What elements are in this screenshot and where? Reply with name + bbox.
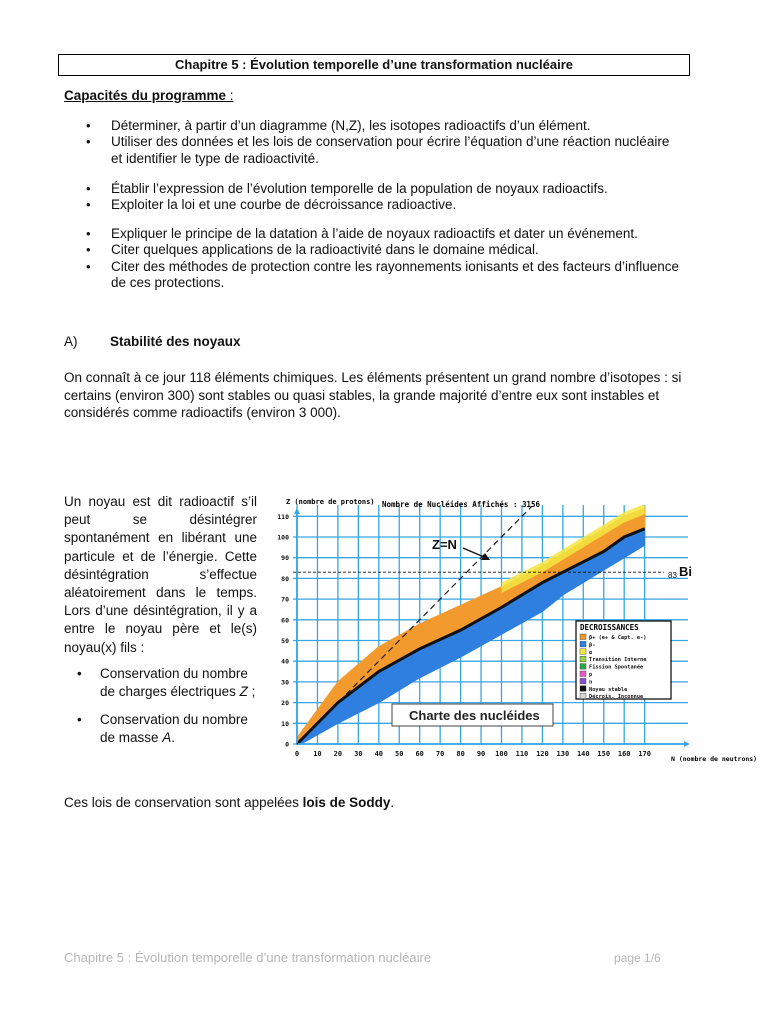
x-tick-label: 60 — [415, 750, 424, 758]
x-tick-label: 170 — [638, 750, 651, 758]
list-item: • Citer des méthodes de protection contre les rayonnements ionisants et des facteurs d’influence de ces protections. — [84, 259, 684, 292]
x-tick-label: 130 — [556, 750, 570, 758]
legend-swatch — [580, 671, 586, 677]
bismuth-label: Bi — [679, 564, 692, 580]
x-tick-label: 100 — [495, 750, 508, 758]
soddy-before: Ces lois de conservation sont appelées — [64, 795, 303, 810]
x-tick-label: 50 — [395, 750, 404, 758]
intro-paragraph: On connaît à ce jour 118 éléments chimiques. Les éléments présentent un grand nombre d’isotopes : si certains (environ 300) sont stables ou quasi stables, la grande majorité d’entre eux sont instables et considérés comme radioactifs (environ 3 000). — [64, 370, 682, 420]
conservation-end: ; — [247, 684, 256, 700]
y-tick-label: 10 — [281, 719, 289, 728]
conservation-text: Conservation du nombre de charges électriques — [100, 665, 248, 700]
legend-swatch — [580, 649, 586, 655]
legend-title: DECROISSANCES — [580, 623, 639, 632]
bismuth-z-label: 83 — [668, 571, 677, 581]
x-tick-label: 90 — [476, 750, 486, 758]
page-number: page 1/6 — [614, 951, 661, 965]
legend-label: Fission Spontanée — [589, 664, 644, 671]
footer-title: Chapitre 5 : Évolution temporelle d’une transformation nucléaire — [64, 950, 432, 965]
legend-swatch — [580, 634, 586, 640]
x-tick-label: 0 — [294, 750, 300, 758]
y-tick-label: 90 — [281, 554, 289, 563]
x-tick-label: 20 — [333, 750, 343, 758]
legend-swatch — [580, 686, 586, 692]
x-tick-label: 10 — [313, 750, 322, 758]
legend-swatch — [580, 641, 586, 647]
conservation-text: Conservation du nombre de masse — [100, 712, 248, 746]
list-item: • Expliquer le principe de la datation à l’aide de noyaux radioactifs et dater un événement. — [84, 226, 684, 242]
y-tick-label: 70 — [281, 595, 289, 604]
x-tick-label: 120 — [536, 750, 549, 758]
legend-label: Noyau stable — [589, 686, 628, 693]
chart-title: Nombre de Nucléides Affichés : 3156 — [382, 500, 541, 509]
soddy-after: . — [390, 795, 395, 810]
y-tick-label: 0 — [285, 740, 289, 749]
y-tick-label: 40 — [281, 657, 289, 666]
list-item: • Utiliser des données et les lois de conservation pour écrire l’équation d’une réaction nucléaire et identifier le type de radioactivité. — [84, 134, 684, 167]
conservation-end: . — [171, 730, 176, 746]
conservation-var: Z — [239, 684, 248, 700]
soddy-paragraph — [64, 795, 394, 810]
section-title: Stabilité des noyaux — [110, 334, 241, 349]
capacites-heading-colon: : — [226, 88, 234, 103]
y-tick-label: 30 — [281, 678, 289, 687]
x-tick-label: 140 — [576, 750, 590, 758]
list-item: • Citer quelques applications de la radioactivité dans le domaine médical. — [84, 242, 684, 258]
conservation-var: A — [162, 730, 172, 746]
y-axis-label: Z (nombre de protons) — [286, 498, 375, 506]
legend-label: p — [589, 672, 593, 678]
chart-legend — [576, 621, 671, 700]
chapter-title: Chapitre 5 : Évolution temporelle d’une transformation nucléaire — [58, 54, 690, 76]
y-tick-label: 80 — [281, 574, 289, 583]
z-equals-n-label: Z=N — [432, 537, 457, 552]
x-tick-label: 160 — [617, 750, 631, 758]
capacites-heading-text: Capacités du programme — [64, 88, 227, 103]
legend-label: n — [589, 679, 593, 686]
x-tick-label: 110 — [515, 750, 529, 758]
list-item: • Établir l’expression de l’évolution temporelle de la population de noyaux radioactifs. — [84, 181, 684, 197]
legend-label: β- — [589, 642, 596, 649]
section-letter: A) — [64, 334, 78, 349]
chart-caption: Charte des nucléides — [409, 708, 540, 723]
soddy-bold: lois de Soddy — [302, 795, 391, 810]
legend-swatch — [580, 656, 586, 662]
legend-label: Décrois. Inconnue — [589, 694, 644, 701]
x-tick-label: 30 — [354, 750, 363, 758]
y-tick-label: 50 — [281, 637, 289, 645]
legend-label: α — [589, 649, 593, 656]
x-tick-label: 150 — [597, 750, 611, 758]
x-axis-label: N (nombre de neutrons) — [671, 755, 758, 763]
definition-text: Un noyau est dit radioactif s’il peut se désintégrer spontanément en libérant une particule et de l’énergie. Cette désintégration s’effectue aléatoirement dans le temps. Lors d’une désintégration, il y a entre le noyau père et le(s) noyau(x) fils : — [64, 494, 257, 655]
legend-label: Transition Interne — [589, 657, 647, 664]
list-item: • Déterminer, à partir d’un diagramme (N,Z), les isotopes radioactifs d’un élément. — [84, 118, 684, 134]
x-tick-label: 70 — [435, 750, 445, 758]
y-tick-label: 100 — [277, 533, 289, 542]
legend-label: β+ (e+ & Capt. e-) — [589, 635, 647, 641]
y-tick-label: 60 — [281, 616, 289, 625]
y-tick-label: 110 — [277, 512, 289, 521]
list-item: • Exploiter la loi et une courbe de décroissance radioactive. — [84, 197, 684, 213]
y-tick-label: 20 — [281, 699, 289, 708]
legend-swatch — [580, 664, 586, 670]
legend-swatch — [580, 693, 586, 699]
legend-swatch — [580, 678, 586, 684]
x-tick-label: 40 — [374, 750, 384, 758]
x-tick-label: 80 — [456, 750, 465, 758]
